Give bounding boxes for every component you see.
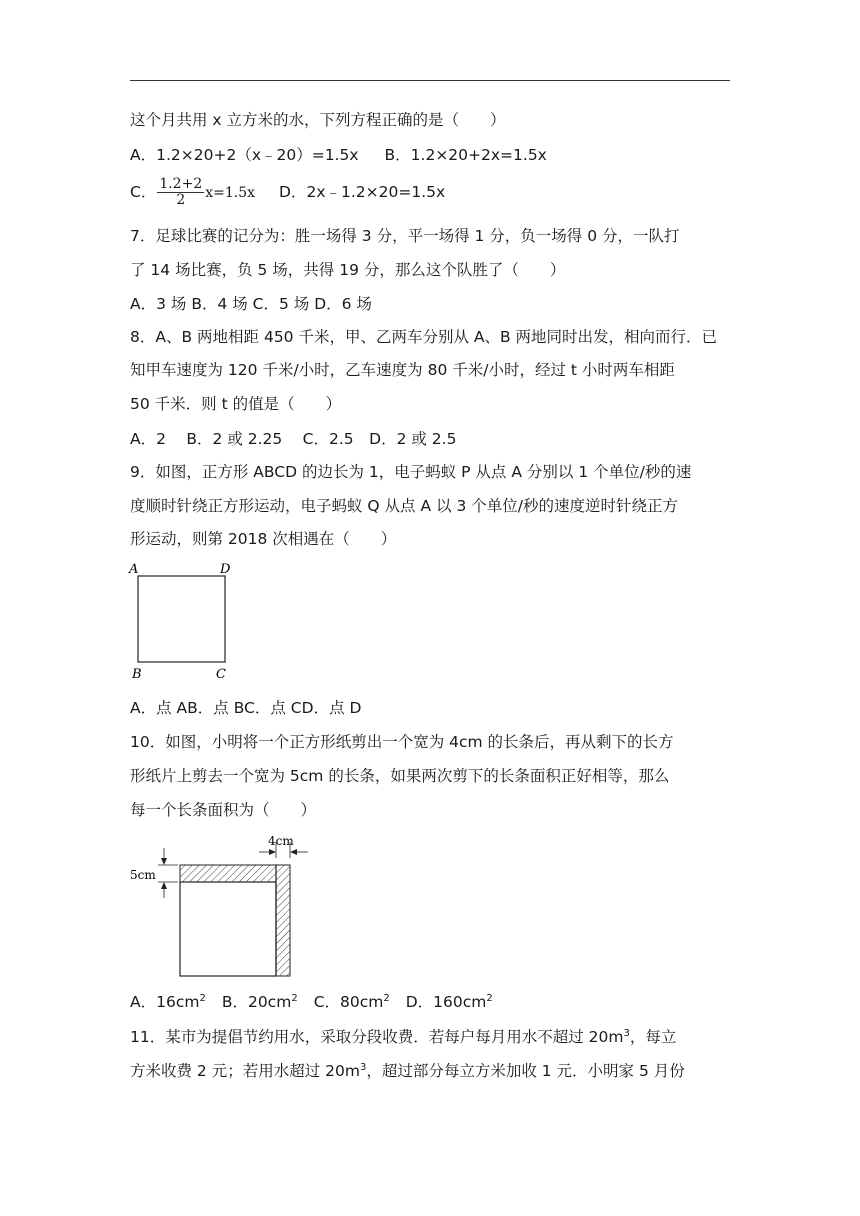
q6-option-a: A．1.2×20+2（x﹣20）=1.5x	[130, 146, 359, 164]
square-outline	[138, 576, 225, 662]
q7-line-1: 7．足球比赛的记分为：胜一场得 3 分，平一场得 1 分，负一场得 0 分，一队打	[130, 227, 680, 245]
q8-line-3: 50 千米．则 t 的值是（ ）	[130, 395, 342, 413]
q6-stem-line: 这个月共用 x 立方米的水，下列方程正确的是（ ）	[130, 111, 506, 129]
q10-option-c: C．$80cm^2$	[313, 993, 390, 1011]
vertex-label-c: C	[216, 667, 226, 682]
q6-option-c-fraction	[157, 177, 204, 208]
q10-option-d: D．$160cm^2$	[405, 993, 493, 1011]
q6-options-cd	[130, 177, 445, 208]
q10-option-b: B．$20cm^2$	[221, 993, 298, 1011]
vertical-strip-4cm	[276, 865, 290, 976]
q7-options: A．3 场 B．4 场 C．5 场 D．6 场	[130, 295, 372, 313]
q8-line-1: 8．A、B 两地相距 450 千米，甲、乙两车分别从 A、B 两地同时出发，相向而行．已	[130, 328, 718, 346]
q11-line-2: 方米收费 2 元；若用水超过 $20m^3$，超过部分每立方米加收 1 元．小明家 5 月份	[130, 1062, 685, 1080]
vertex-label-d: D	[220, 562, 231, 577]
paper-strip-figure	[128, 830, 313, 980]
q6-option-c-label: C．	[130, 183, 157, 201]
header-rule	[130, 80, 730, 81]
q11-line-1: 11．某市为提倡节约用水，采取分段收费．若每户每月用水不超过 $20m^3$，每立	[130, 1028, 677, 1046]
q7-line-2: 了 14 场比赛，负 5 场，共得 19 分，那么这个队胜了（ ）	[130, 261, 566, 279]
vertex-label-a: A	[129, 562, 139, 577]
q6-options-ab	[130, 144, 547, 166]
q9-options: A．点 AB．点 BC．点 CD．点 D	[130, 699, 362, 717]
height-label-5cm: 5cm	[130, 868, 156, 882]
q10-line-3: 每一个长条面积为（ ）	[130, 801, 317, 819]
width-label-4cm: 4cm	[268, 834, 294, 848]
q10-line-1: 10．如图，小明将一个正方形纸剪出一个宽为 4cm 的长条后，再从剩下的长方	[130, 733, 674, 751]
q6-option-c-tail: x=1.5x	[205, 185, 256, 201]
q10-option-a: A．$16cm^2$	[130, 993, 206, 1011]
horizontal-strip-5cm	[180, 865, 276, 882]
vertex-label-b: B	[132, 667, 142, 682]
q6-option-b: B．1.2×20+2x=1.5x	[384, 146, 547, 164]
q10-options	[130, 991, 493, 1013]
remaining-square	[180, 882, 276, 976]
q9-line-3: 形运动，则第 2018 次相遇在（ ）	[130, 530, 397, 548]
q8-options: A．2 B．2 或 2.25 C．2.5 D．2 或 2.5	[130, 430, 457, 448]
q9-line-1: 9．如图，正方形 ABCD 的边长为 1，电子蚂蚁 P 从点 A 分别以 1 个单位/秒的速	[130, 463, 692, 481]
square-abcd-figure	[128, 558, 240, 684]
q8-line-2: 知甲车速度为 120 千米/小时，乙车速度为 80 千米/小时，经过 t 小时两车相距	[130, 361, 675, 379]
q9-line-2: 度顺时针绕正方形运动，电子蚂蚁 Q 从点 A 以 3 个单位/秒的速度逆时针绕正方	[130, 497, 678, 515]
fraction-numerator: 1.2+2	[159, 176, 203, 192]
q6-option-d: D．2x﹣1.2×20=1.5x	[279, 183, 446, 201]
fraction-denominator: 2	[176, 192, 186, 208]
q10-line-2: 形纸片上剪去一个宽为 5cm 的长条，如果两次剪下的长条面积正好相等，那么	[130, 767, 670, 785]
